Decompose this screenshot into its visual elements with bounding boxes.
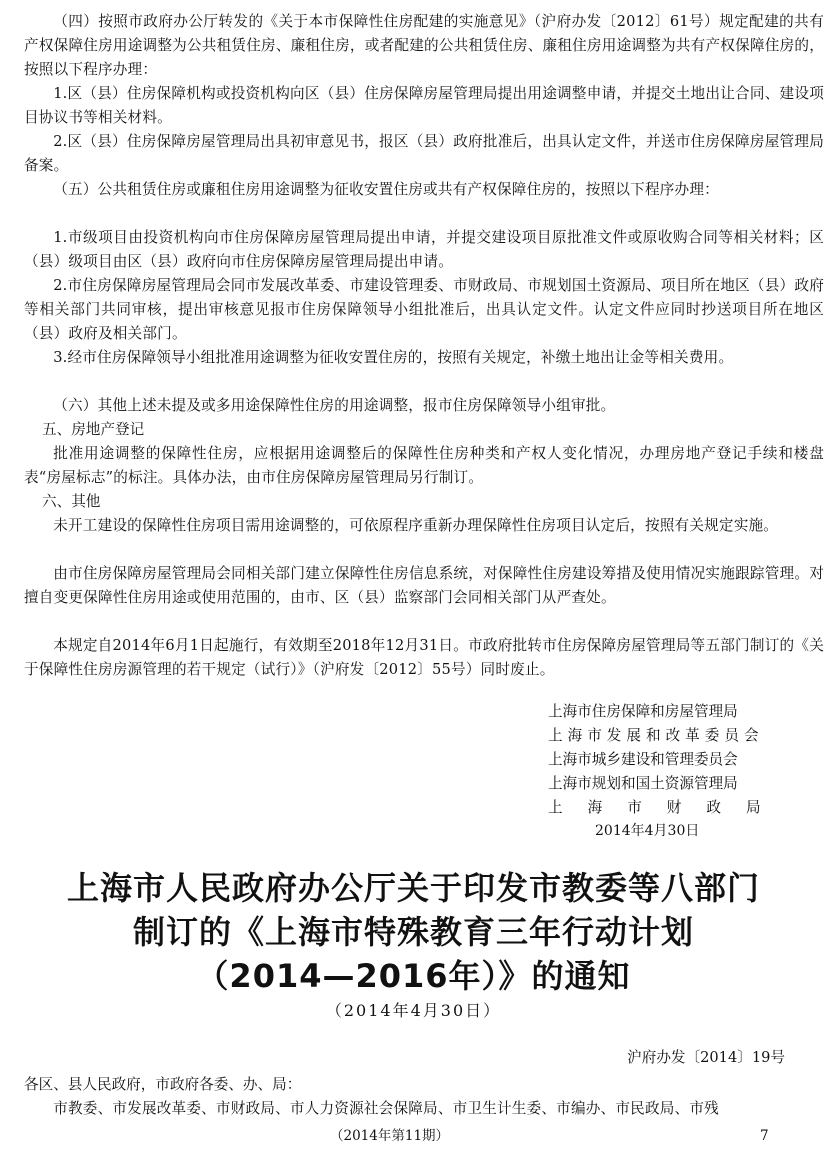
notice-date: （2014年4月30日） xyxy=(325,1001,502,1020)
section-heading-5: 五、房地产登记 xyxy=(42,421,145,438)
signatory-line: 上海市规划和国土资源管理局 xyxy=(548,775,738,792)
paragraph-section-6-2: 由市住房保障房屋管理局会同相关部门建立保障性住房信息系统，对保障性住房建设筹措及使用情况实施跟踪管理。对擅自变更保障性住房用途或使用范围的，由市、区（县）监察部门会同相关部门从严查处。 xyxy=(24,565,824,606)
paragraph-item-4-2: 2.区（县）住房保障房屋管理局出具初审意见书，报区（县）政府批准后，出具认定文件，并送市住房保障房屋管理局备案。 xyxy=(24,133,824,174)
paragraph-item-4-1: 1.区（县）住房保障机构或投资机构向区（县）住房保障房屋管理局提出用途调整申请，并提交土地出让合同、建设项目协议书等相关材料。 xyxy=(24,85,824,126)
paragraph-item-5: （五）公共租赁住房或廉租住房用途调整为征收安置住房或共有产权保障住房的，按照以下程序办理： xyxy=(53,181,719,198)
paragraph-item-6: （六）其他上述未提及或多用途保障性住房的用途调整，报市住房保障领导小组审批。 xyxy=(53,397,616,414)
signatory-block xyxy=(548,700,788,820)
signatory-line: 上海市财政局 xyxy=(548,799,786,816)
recipients-line: 市教委、市发展改革委、市财政局、市人力资源社会保障局、市卫生计生委、市编办、市民政局、市残 xyxy=(53,1100,719,1117)
paragraph-item-5-1: 1.市级项目由投资机构向市住房保障房屋管理局提出申请，并提交建设项目原批准文件或原收购合同等相关材料；区（县）级项目由区（县）政府向市住房保障房屋管理局提出申请。 xyxy=(24,229,824,270)
issue-label: （2014年第11期） xyxy=(330,1128,450,1144)
paragraph-item-5-2: 2.市住房保障房屋管理局会同市发展改革委、市建设管理委、市财政局、市规划国土资源局、项目所在地区（县）政府等相关部门共同审核，提出审核意见报市住房保障领导小组批准后，出具认定文件。认定文件应同时抄送项目所在地区（县）政府及相关部门。 xyxy=(24,277,824,342)
paragraph-item-5-3: 3.经市住房保障领导小组批准用途调整为征收安置住房的，按照有关规定，补缴土地出让金等相关费用。 xyxy=(53,349,734,366)
sign-date: 2014年4月30日 xyxy=(595,823,700,839)
signatory-line: 上海市城乡建设和管理委员会 xyxy=(548,751,738,768)
notice-title-line-1: 上海市人民政府办公厅关于印发市教委等八部门 xyxy=(66,869,760,907)
paragraph-section-5: 批准用途调整的保障性住房，应根据用途调整后的保障性住房种类和产权人变化情况，办理房地产登记手续和楼盘表“房屋标志”的标注。具体办法，由市住房保障房屋管理局另行制订。 xyxy=(24,445,824,486)
document-number: 沪府办发〔2014〕19号 xyxy=(627,1049,785,1066)
signatory-line: 上海市发展和改革委员会 xyxy=(548,727,764,744)
signatory-line: 上海市住房保障和房屋管理局 xyxy=(548,703,738,720)
section-heading-6: 六、其他 xyxy=(42,493,101,510)
addressees: 各区、县人民政府，市政府各委、办、局： xyxy=(24,1076,302,1093)
page-number: 7 xyxy=(760,1128,769,1144)
paragraph-section-6-3: 本规定自2014年6月1日起施行，有效期至2018年12月31日。市政府批转市住房保障房屋管理局等五部门制订的《关于保障性住房房源管理的若干规定（试行）》（沪府发〔2012〕55号）同时废止。 xyxy=(24,637,824,678)
notice-title-line-3: （2014—2016年）》的通知 xyxy=(196,957,631,995)
paragraph-item-4: （四）按照市政府办公厅转发的《关于本市保障性住房配建的实施意见》（沪府办发〔2012〕61号）规定配建的共有产权保障住房用途调整为公共租赁住房、廉租住房，或者配建的公共租赁住房、廉租住房用途调整为共有产权保障住房的，按照以下程序办理： xyxy=(24,13,824,78)
notice-title-line-2: 制订的《上海市特殊教育三年行动计划 xyxy=(132,913,694,951)
paragraph-section-6-1: 未开工建设的保障性住房项目需用途调整的，可依原程序重新办理保障性住房项目认定后，按照有关规定实施。 xyxy=(53,517,779,534)
